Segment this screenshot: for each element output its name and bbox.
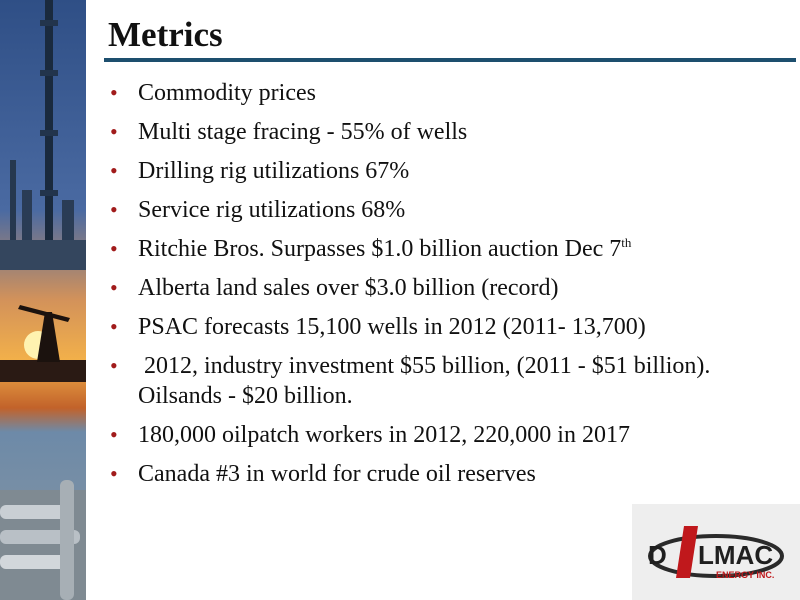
bullet-list xyxy=(110,78,770,498)
bullet-text: Commodity prices xyxy=(138,80,316,106)
bullet-text: Multi stage fracing - 55% of wells xyxy=(138,119,468,145)
list-item xyxy=(110,459,770,489)
logo-wordmark: LMAC xyxy=(698,540,774,570)
bullet-text: Service rig utilizations 68% xyxy=(138,197,406,223)
list-item xyxy=(110,312,770,342)
bullet-icon: • xyxy=(110,314,118,339)
list-item xyxy=(110,156,770,186)
slide-title: Metrics xyxy=(108,15,223,54)
bullet-icon: • xyxy=(110,422,118,447)
bullet-text: 180,000 oilpatch workers in 2012, 220,000 in 2017 xyxy=(138,422,630,448)
bullet-text: 2012, industry investment $55 billion, (2011 - $51 billion). Oilsands - $20 billion. xyxy=(138,353,717,409)
bullet-icon: • xyxy=(110,158,118,183)
logo-subtitle: ENERGY INC. xyxy=(716,570,775,580)
bullet-text: Ritchie Bros. Surpasses $1.0 billion auction Dec 7 xyxy=(138,236,622,262)
list-item xyxy=(110,117,770,147)
list-item xyxy=(110,195,770,225)
bullet-text: Alberta land sales over $3.0 billion (record) xyxy=(138,275,559,301)
bullet-text: PSAC forecasts 15,100 wells in 2012 (2011- 13,700) xyxy=(138,314,646,340)
bullet-icon: • xyxy=(110,353,118,378)
bullet-icon: • xyxy=(110,197,118,222)
bullet-icon: • xyxy=(110,461,118,486)
bullet-text: Drilling rig utilizations 67% xyxy=(138,158,410,184)
bullet-icon: • xyxy=(110,275,118,300)
bullet-icon: • xyxy=(110,119,118,144)
list-item xyxy=(110,420,770,450)
list-item xyxy=(110,273,770,303)
superscript-ordinal: th xyxy=(621,235,632,250)
logo-letter-d: D xyxy=(648,540,667,570)
bullet-icon: • xyxy=(110,236,118,261)
list-item xyxy=(110,234,770,264)
title-underline xyxy=(104,58,796,62)
bullet-text: Canada #3 in world for crude oil reserves xyxy=(138,461,536,487)
decorative-photo-strip xyxy=(0,0,86,600)
list-item xyxy=(110,351,770,411)
list-item xyxy=(110,78,770,108)
company-logo xyxy=(632,504,800,600)
bullet-icon: • xyxy=(110,80,118,105)
